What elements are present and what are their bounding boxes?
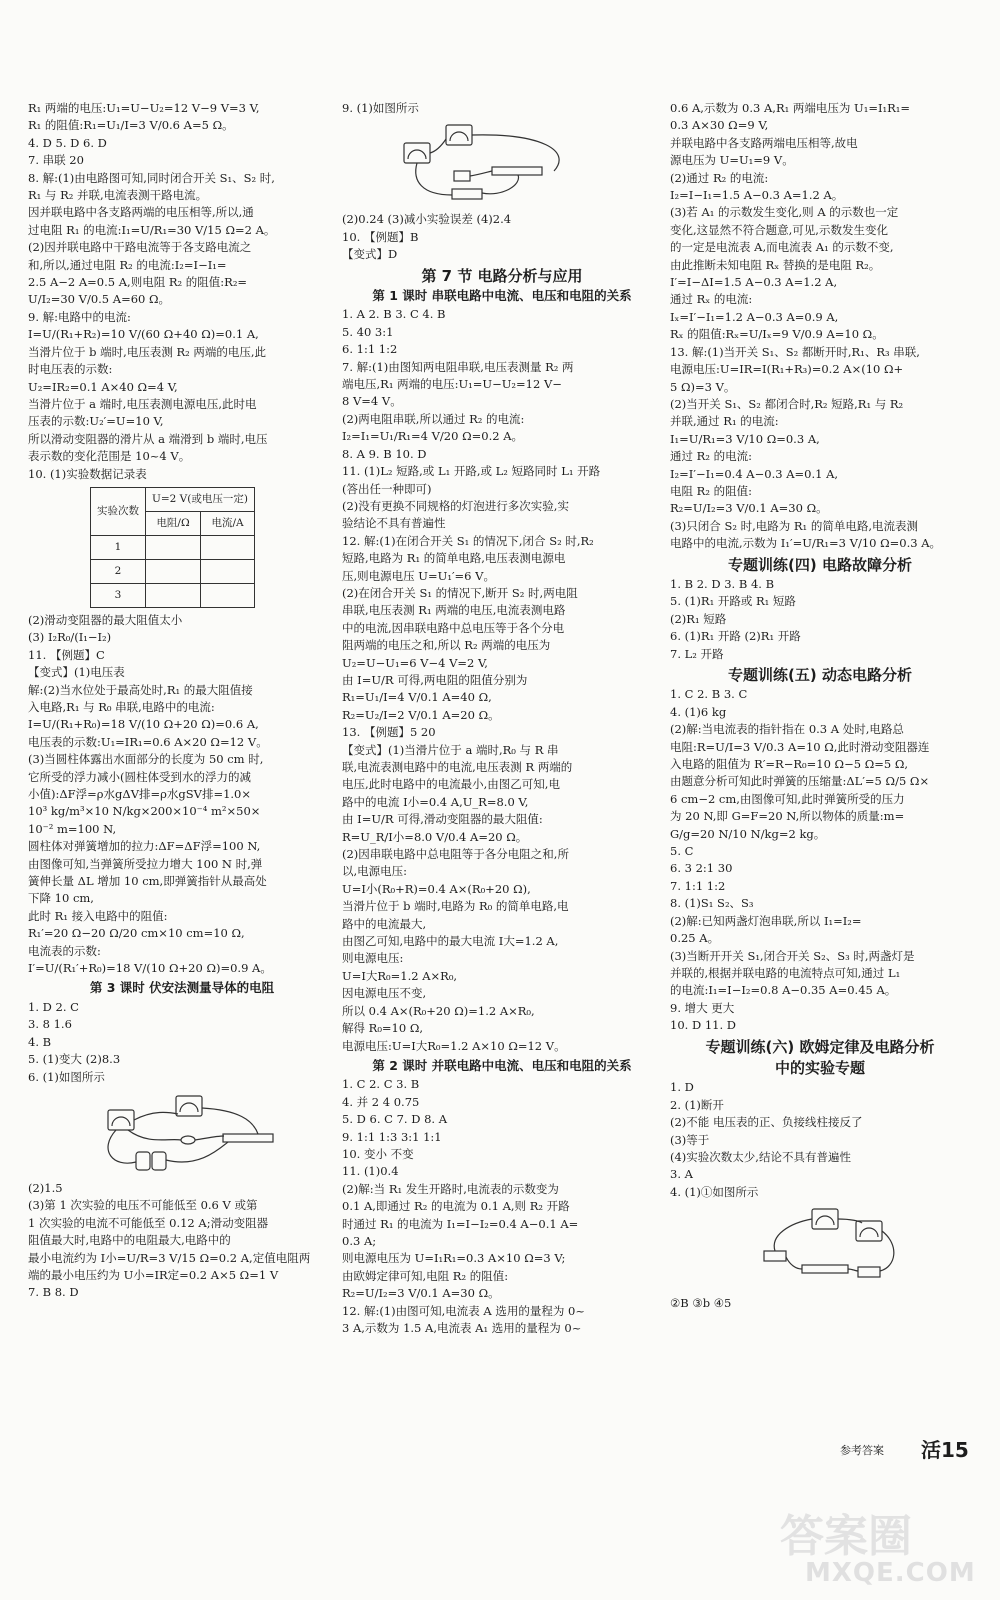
answer-line: 【变式】(1)当滑片位于 a 端时,R₀ 与 R 串 — [342, 742, 559, 757]
answer-line: I′=I−ΔI=1.5 A−0.3 A=1.2 A, — [670, 275, 838, 290]
answer-line: 时通过 R₁ 的电流为 I₁=I−I₂=0.4 A−0.1 A= — [342, 1216, 579, 1231]
answer-lines-block — [28, 100, 336, 483]
answer-line: 通过 Rₓ 的电流: — [670, 292, 753, 307]
answer-line: 2.5 A−2 A=0.5 A,则电阻 R₂ 的阻值:R₂= — [28, 275, 248, 290]
answer-line: (2)当开关 S₁、S₂ 都闭合时,R₂ 短路,R₁ 与 R₂ — [670, 396, 904, 411]
answer-line: 最小电流约为 I小=U/R=3 V/15 Ω=0.2 A,定值电阻两 — [28, 1250, 311, 1265]
watermark-logo: 答案圈 — [780, 1511, 912, 1562]
answer-line: 端的最小电压约为 U小=IR定=0.2 A×5 Ω=1 V — [28, 1267, 279, 1282]
answer-line: 3 A,示数为 1.5 A,电流表 A₁ 选用的量程为 0~ — [342, 1321, 582, 1335]
answer-line: 7. L₂ 开路 — [670, 646, 724, 661]
answer-line: Rₓ 的阻值:Rₓ=U/Iₓ=9 V/0.9 A=10 Ω。 — [670, 327, 884, 342]
answer-lines-block — [670, 576, 970, 663]
answer-line: (2)滑动变阻器的最大阻值太小 — [28, 612, 183, 627]
lesson-heading: 第 2 课时 并联电路中电流、电压和电阻的关系 — [372, 1057, 632, 1073]
answer-line: 5 Ω)=3 V。 — [670, 379, 736, 394]
answer-lines-block — [342, 211, 662, 263]
answer-line: 压表的示数:U₂′=U=10 V, — [28, 414, 164, 429]
answer-line: R=U_R/I小=8.0 V/0.4 A=20 Ω。 — [342, 829, 528, 844]
answer-line: 当滑片位于 a 端时,电压表测电源电压,此时电 — [28, 396, 257, 411]
answer-line: R₁′=20 Ω−20 Ω/20 cm×10 cm=10 Ω, — [28, 926, 245, 941]
answer-line: 0.3 A×30 Ω=9 V, — [670, 118, 769, 133]
answer-line: (2)没有更换不同规格的灯泡进行多次实验,实 — [342, 498, 569, 513]
answer-line: 8. 解:(1)由电路图可知,同时闭合开关 S₁、S₂ 时, — [28, 170, 275, 185]
answer-line: (3)当圆柱体露出水面部分的长度为 50 cm 时, — [28, 752, 264, 767]
answer-line: (2)解:当电流表的指针指在 0.3 A 处时,电路总 — [670, 722, 904, 737]
answer-line: U₂=U−U₁=6 V−4 V=2 V, — [342, 655, 488, 670]
answer-line: 中的电流,因串联电路中总电压等于各个分电 — [342, 620, 565, 635]
answer-line: (3) I₂R₀/(I₁−I₂) — [28, 630, 112, 645]
answer-line: (2)因串联电路中总电阻等于各分电阻之和,所 — [342, 847, 569, 862]
circuit-figure — [28, 1090, 336, 1176]
answer-line: (2)解:当 R₁ 发生开路时,电流表的示数变为 — [342, 1181, 559, 1196]
answer-line: 阻两端的电压之和,所以 R₂ 两端的电压为 — [342, 638, 551, 653]
answer-line: 电阻 R₂ 的阻值: — [670, 483, 752, 498]
answer-line: 3. A — [670, 1167, 693, 1182]
answer-line: 时电压表的示数: — [28, 362, 113, 377]
answer-line: 12. 解:(1)在闭合开关 S₁ 的情况下,闭合 S₂ 时,R₂ — [342, 533, 594, 548]
answer-line: 6 cm−2 cm,由图像可知,此时弹簧所受的压力 — [670, 791, 905, 806]
table-cell — [201, 559, 255, 583]
answer-line: 则电源电压: — [342, 951, 404, 966]
answer-line: (3)若 A₁ 的示数发生变化,则 A 的示数也一定 — [670, 205, 899, 220]
answer-line: 由图像可知,当弹簧所受拉力增大 100 N 时,弹 — [28, 856, 263, 871]
answer-line: 路中的电流 I小=0.4 A,U_R=8.0 V, — [342, 794, 529, 809]
table-cell: 2 — [91, 559, 146, 583]
table-header-cell: 电流/A — [201, 511, 255, 535]
answer-lines-block — [342, 306, 662, 1054]
answer-lines-block — [28, 1180, 336, 1302]
answer-line: 簧伸长量 ΔL 增加 10 cm,即弹簧指针从最高处 — [28, 874, 267, 889]
answer-line: R₂=U/I₂=3 V/0.1 A=30 Ω。 — [342, 1286, 500, 1301]
answer-line: (2)0.24 (3)减小实验误差 (4)2.4 — [342, 212, 512, 227]
answer-line: 9. 增大 更大 — [670, 1000, 735, 1015]
answer-line: 【变式】D — [342, 247, 398, 262]
answer-column-2 — [342, 100, 662, 1337]
answer-line: 则电源电压为 U=I₁R₁=0.3 A×10 Ω=3 V; — [342, 1251, 566, 1266]
answer-line: 并联的,根据并联电路的电流特点可知,通过 L₁ — [670, 965, 901, 980]
answer-line: 6. 1:1 1:2 — [342, 342, 398, 357]
answer-line: 压,则电源电压 U=U₁′=6 V。 — [342, 568, 495, 583]
answer-line: ②B ③b ④5 — [670, 1296, 732, 1311]
answer-line: 小值):ΔF浮=ρ水gΔV排=ρ水gSV排=1.0× — [28, 787, 252, 801]
answer-lines-block — [28, 612, 336, 978]
answer-line: 此时 R₁ 接入电路中的阻值: — [28, 908, 168, 923]
answer-line: 13. 解:(1)当开关 S₁、S₂ 都断开时,R₁、R₃ 串联, — [670, 344, 920, 359]
answer-line: R₂=U₂/I=2 V/0.1 A=20 Ω。 — [342, 707, 500, 722]
answer-line: 3. 8 1.6 — [28, 1017, 72, 1032]
answer-line: 4. (1)①如图所示 — [670, 1184, 759, 1199]
answer-line: 由此推断未知电阻 Rₓ 替换的是电阻 R₂。 — [670, 257, 881, 272]
answer-line: 5. (1)R₁ 开路或 R₁ 短路 — [670, 594, 796, 609]
answer-lines-block — [342, 1076, 662, 1337]
table-cell — [146, 535, 201, 559]
answer-line: 当滑片位于 b 端时,电路为 R₀ 的简单电路,电 — [342, 899, 569, 914]
answer-line: 它所受的浮力减小(圆柱体受到水的浮力的减 — [28, 769, 251, 784]
answer-line: 4. (1)6 kg — [670, 704, 727, 719]
watermark-url: MXQE.COM — [805, 1558, 976, 1588]
answer-line: U/I₂=30 V/0.5 A=60 Ω。 — [28, 292, 171, 307]
answer-line: (2)在闭合开关 S₁ 的情况下,断开 S₂ 时,两电阻 — [342, 585, 578, 600]
answer-line: 8 V=4 V。 — [342, 394, 402, 409]
answer-line: (2)两电阻串联,所以通过 R₂ 的电流: — [342, 411, 525, 426]
answer-line: (3)只闭合 S₂ 时,电路为 R₁ 的简单电路,电流表测 — [670, 518, 918, 533]
answer-line: 入电路的阻值为 R′=R−R₀=10 Ω−5 Ω=5 Ω, — [670, 757, 909, 772]
answer-line: 并联电路中各支路两端电压相等,故电 — [670, 135, 858, 150]
answer-line: 端电压,R₁ 两端的电压:U₁=U−U₂=12 V− — [342, 377, 562, 392]
answer-line: 1. A 2. B 3. C 4. B — [342, 307, 446, 322]
answer-line: 以,电源电压: — [342, 864, 408, 879]
answer-line: 电压表的示数:U₁=IR₁=0.6 A×20 Ω=12 V。 — [28, 734, 268, 749]
answer-line: 11. 【例题】C — [28, 647, 105, 662]
answer-line: 0.3 A; — [342, 1233, 377, 1248]
answer-line: 电阻:R=U/I=3 V/0.3 A=10 Ω,此时滑动变阻器连 — [670, 739, 930, 754]
answer-line: 变化,这显然不符合题意,可见,示数发生变化 — [670, 222, 888, 237]
answer-line: (2)因并联电路中干路电流等于各支路电流之 — [28, 240, 252, 255]
answer-line: 表示数的变化范围是 10~4 V。 — [28, 449, 191, 464]
answer-line: 9. 1:1 1:3 3:1 1:1 — [342, 1129, 442, 1144]
answer-line: 并联,通过 R₁ 的电流: — [670, 414, 779, 429]
answer-line: 通过 R₂ 的电流: — [670, 449, 752, 464]
answer-line: (2)通过 R₂ 的电流: — [670, 170, 769, 185]
answer-line: 9. 解:电路中的电流: — [28, 309, 131, 324]
answer-line: (2)不能 电压表的正、负接线柱接反了 — [670, 1115, 863, 1130]
answer-line: 13. 【例题】5 20 — [342, 725, 436, 740]
answer-line: I₁=U/R₁=3 V/10 Ω=0.3 A, — [670, 431, 820, 446]
table-cell — [146, 583, 201, 607]
answer-line: 10⁻² m=100 N, — [28, 821, 117, 836]
answer-line: 的电流:I₁=I−I₂=0.8 A−0.35 A=0.45 A。 — [670, 983, 897, 998]
answer-line: 10. D 11. D — [670, 1018, 736, 1033]
answer-line: 10. (1)实验数据记录表 — [28, 466, 147, 481]
topic-heading: 专题训练(六) 欧姆定律及电路分析 — [705, 1037, 935, 1056]
answer-line: I₂=I′−I₁=0.4 A−0.3 A=0.1 A, — [670, 466, 839, 481]
answer-line: 验结论不具有普遍性 — [342, 516, 446, 531]
answer-line: 5. D 6. C 7. D 8. A — [342, 1112, 448, 1127]
answer-line: 电路中的电流,示数为 I₁′=U/R₁=3 V/10 Ω=0.3 A。 — [670, 536, 942, 551]
answer-line: 解得 R₀=10 Ω, — [342, 1021, 424, 1036]
answer-line: (3)等于 — [670, 1132, 710, 1147]
answer-line: 由 I=U/R 可得,滑动变阻器的最大阻值: — [342, 812, 543, 827]
answer-line: 6. (1)如图所示 — [28, 1069, 105, 1084]
circuit-figure — [670, 1205, 970, 1291]
table-header-cell: U=2 V(或电压一定) — [146, 487, 255, 511]
topic-heading: 中的实验专题 — [774, 1058, 865, 1077]
table-cell: 1 — [91, 535, 146, 559]
table-header-cell: 实验次数 — [91, 487, 146, 535]
answer-line: 1. D — [670, 1080, 694, 1095]
data-record-table — [90, 487, 255, 608]
answer-line: U₂=IR₂=0.1 A×40 Ω=4 V, — [28, 379, 178, 394]
lesson-heading: 第 1 课时 串联电路中电流、电压和电阻的关系 — [372, 288, 632, 304]
answer-line: 0.6 A,示数为 0.3 A,R₁ 两端电压为 U₁=I₁R₁= — [670, 101, 911, 115]
answer-line: U=I大R₀=1.2 A×R₀, — [342, 968, 458, 983]
answer-line: U=I小(R₀+R)=0.4 A×(R₀+20 Ω), — [342, 881, 531, 896]
answer-line: I₂=I₁=U₁/R₁=4 V/20 Ω=0.2 A。 — [342, 429, 524, 444]
answer-line: 11. (1)0.4 — [342, 1164, 399, 1179]
answer-line: 0.25 A。 — [670, 931, 720, 946]
answer-line: R₁ 两端的电压:U₁=U−U₂=12 V−9 V=3 V, — [28, 101, 260, 115]
answer-line: (答出任一种即可) — [342, 481, 432, 496]
answer-line: 1 次实验的电流不可能低至 0.12 A;滑动变阻器 — [28, 1215, 269, 1230]
answer-line: R₁ 与 R₂ 并联,电流表测干路电流。 — [28, 188, 208, 203]
answer-line: 7. 1:1 1:2 — [670, 878, 726, 893]
answer-line: (3)当断开开关 S₁,闭合开关 S₂、S₃ 时,两盏灯是 — [670, 948, 915, 963]
answer-line: R₂=U/I₂=3 V/0.1 A=30 Ω。 — [670, 501, 828, 516]
table-cell: 3 — [91, 583, 146, 607]
circuit-figure — [342, 121, 662, 207]
answer-line: I=U/(R₁+R₂)=10 V/(60 Ω+40 Ω)=0.1 A, — [28, 327, 259, 342]
answer-line: 因并联电路中各支路两端的电压相等,所以,通 — [28, 205, 254, 220]
footer-label: 参考答案 — [840, 1444, 884, 1457]
answer-line: 阻值最大时,电路中的电阻最大,电路中的 — [28, 1233, 231, 1248]
answer-line: 4. 并 2 4 0.75 — [342, 1094, 420, 1109]
answer-line: 1. C 2. B 3. C — [670, 687, 748, 702]
table-cell — [201, 535, 255, 559]
answer-line: 圆柱体对弹簧增加的拉力:ΔF=ΔF浮=100 N, — [28, 839, 261, 854]
answer-line: 1. D 2. C — [28, 999, 79, 1014]
answer-line: 由图乙可知,电路中的最大电流 I大=1.2 A, — [342, 934, 559, 949]
answer-line: (2)R₁ 短路 — [670, 611, 727, 626]
answer-line: 5. (1)变大 (2)8.3 — [28, 1052, 121, 1067]
answer-lines-block — [670, 1295, 970, 1312]
answer-line: 当滑片位于 b 端时,电压表测 R₂ 两端的电压,此 — [28, 344, 267, 359]
answer-line: 电源电压:U=I大R₀=1.2 A×10 Ω=12 V。 — [342, 1038, 566, 1053]
answer-line: 由题意分析可知此时弹簧的压缩量:ΔL′=5 Ω/5 Ω× — [670, 774, 930, 789]
answer-line: 4. D 5. D 6. D — [28, 135, 107, 150]
answer-lines-block — [670, 100, 970, 553]
table-cell — [201, 583, 255, 607]
answer-line: 源电压为 U=U₁=9 V。 — [670, 153, 794, 168]
answer-lines-block — [342, 100, 662, 117]
answer-line: 10. 变小 不变 — [342, 1146, 414, 1161]
section-heading: 第 7 节 电路分析与应用 — [421, 266, 583, 285]
answer-line: 10³ kg/m³×10 N/kg×200×10⁻⁴ m²×50× — [28, 804, 261, 819]
answer-line: 7. 串联 20 — [28, 153, 84, 168]
answer-line: 入电路,R₁ 与 R₀ 串联,电路中的电流: — [28, 699, 215, 714]
answer-line: 短路,电路为 R₁ 的简单电路,电压表测电源电 — [342, 551, 566, 566]
answer-line: 6. 3 2:1 30 — [670, 861, 733, 876]
answer-line: 联,电流表测电路中的电流,电压表测 R 两端的 — [342, 760, 573, 774]
answer-line: 和,所以,通过电阻 R₂ 的电流:I₂=I−I₁= — [28, 257, 227, 272]
answer-line: 1. B 2. D 3. B 4. B — [670, 576, 775, 591]
answer-line: 电流表的示数: — [28, 943, 101, 958]
answer-line: 所以 0.4 A×(R₀+20 Ω)=1.2 A×R₀, — [342, 1003, 535, 1018]
answer-line: 8. A 9. B 10. D — [342, 446, 427, 461]
answer-line: R₁ 的阻值:R₁=U₁/I=3 V/0.6 A=5 Ω。 — [28, 118, 234, 133]
answer-line: 8. (1)S₁ S₂、S₃ — [670, 896, 754, 911]
answer-line: 5. 40 3:1 — [342, 324, 394, 339]
answer-line: 5. C — [670, 844, 694, 859]
answer-line: (3)第 1 次实验的电压不可能低至 0.6 V 或第 — [28, 1198, 258, 1213]
answer-line: 过电阻 R₁ 的电流:I₁=U/R₁=30 V/15 Ω=2 A。 — [28, 222, 276, 237]
answer-lines-block — [670, 1079, 970, 1201]
answer-line: 电压,此时电路中的电流最小,由图乙可知,电 — [342, 777, 560, 792]
topic-heading: 专题训练(四) 电路故障分析 — [728, 555, 912, 574]
answer-line: I′=U/(R₁′+R₀)=18 V/(10 Ω+20 Ω)=0.9 A。 — [28, 961, 272, 976]
answer-line: 由欧姆定律可知,电阻 R₂ 的阻值: — [342, 1268, 509, 1283]
answer-line: Iₓ=I′−I₁=1.2 A−0.3 A=0.9 A, — [670, 309, 839, 324]
answer-line: G/g=20 N/10 N/kg=2 kg。 — [670, 826, 826, 841]
answer-line: 0.1 A,即通过 R₂ 的电流为 0.1 A,则 R₂ 开路 — [342, 1199, 570, 1214]
answer-line: 由 I=U/R 可得,两电阻的阻值分别为 — [342, 672, 528, 687]
answer-line: 串联,电压表测 R₁ 两端的电压,电流表测电路 — [342, 603, 566, 618]
answer-line: 7. B 8. D — [28, 1285, 79, 1300]
topic-heading: 专题训练(五) 动态电路分析 — [728, 666, 912, 684]
answer-line: (4)实验次数太少,结论不具有普遍性 — [670, 1149, 851, 1164]
lesson-heading: 第 3 课时 伏安法测量导体的电阻 — [89, 980, 275, 996]
answer-line: 电源电压:U=IR=I(R₁+R₃)=0.2 A×(10 Ω+ — [670, 362, 904, 377]
table-header-cell: 电阻/Ω — [146, 511, 201, 535]
answer-line: 所以滑动变阻器的滑片从 a 端滑到 b 端时,电压 — [28, 431, 268, 446]
answer-lines-block — [670, 686, 970, 1034]
answer-line: I=U/(R₁+R₀)=18 V/(10 Ω+20 Ω)=0.6 A, — [28, 717, 259, 732]
answer-line: 为 20 N,即 G=F=20 N,所以物体的质量:m= — [670, 809, 905, 824]
answer-line: 7. 解:(1)由图知两电阻串联,电压表测量 R₂ 两 — [342, 359, 574, 374]
answer-line: 【变式】(1)电压表 — [28, 665, 125, 680]
answer-line: 路中的电流最大, — [342, 916, 427, 931]
answer-lines-block — [28, 999, 336, 1086]
answer-line: 9. (1)如图所示 — [342, 101, 419, 115]
answer-column-1 — [28, 100, 336, 1302]
answer-line: 10. 【例题】B — [342, 229, 419, 244]
answer-line: 12. 解:(1)由图可知,电流表 A 选用的量程为 0~ — [342, 1303, 585, 1318]
answer-line: 的一定是电流表 A,而电流表 A₁ 的示数不变, — [670, 240, 894, 255]
answer-line: 2. (1)断开 — [670, 1097, 724, 1112]
page-number: 活15 — [921, 1438, 969, 1462]
answer-line: (2)1.5 — [28, 1180, 63, 1195]
answer-line: 1. C 2. C 3. B — [342, 1077, 420, 1092]
answer-line: (2)解:已知两盏灯泡串联,所以 I₁=I₂= — [670, 913, 862, 928]
answer-line: I₂=I−I₁=1.5 A−0.3 A=1.2 A。 — [670, 188, 844, 203]
answer-line: 6. (1)R₁ 开路 (2)R₁ 开路 — [670, 629, 801, 644]
answer-line: R₁=U₁/I=4 V/0.1 A=40 Ω, — [342, 690, 492, 705]
answer-line: 11. (1)L₂ 短路,或 L₁ 开路,或 L₂ 短路同时 L₁ 开路 — [342, 464, 601, 479]
answer-column-3 — [670, 100, 970, 1313]
answer-line: 4. B — [28, 1034, 52, 1049]
answer-line: 解:(2)当水位处于最高处时,R₁ 的最大阻值接 — [28, 682, 253, 697]
table-cell — [146, 559, 201, 583]
answer-line: 下降 10 cm, — [28, 891, 94, 906]
answer-line: 因电源电压不变, — [342, 986, 427, 1001]
